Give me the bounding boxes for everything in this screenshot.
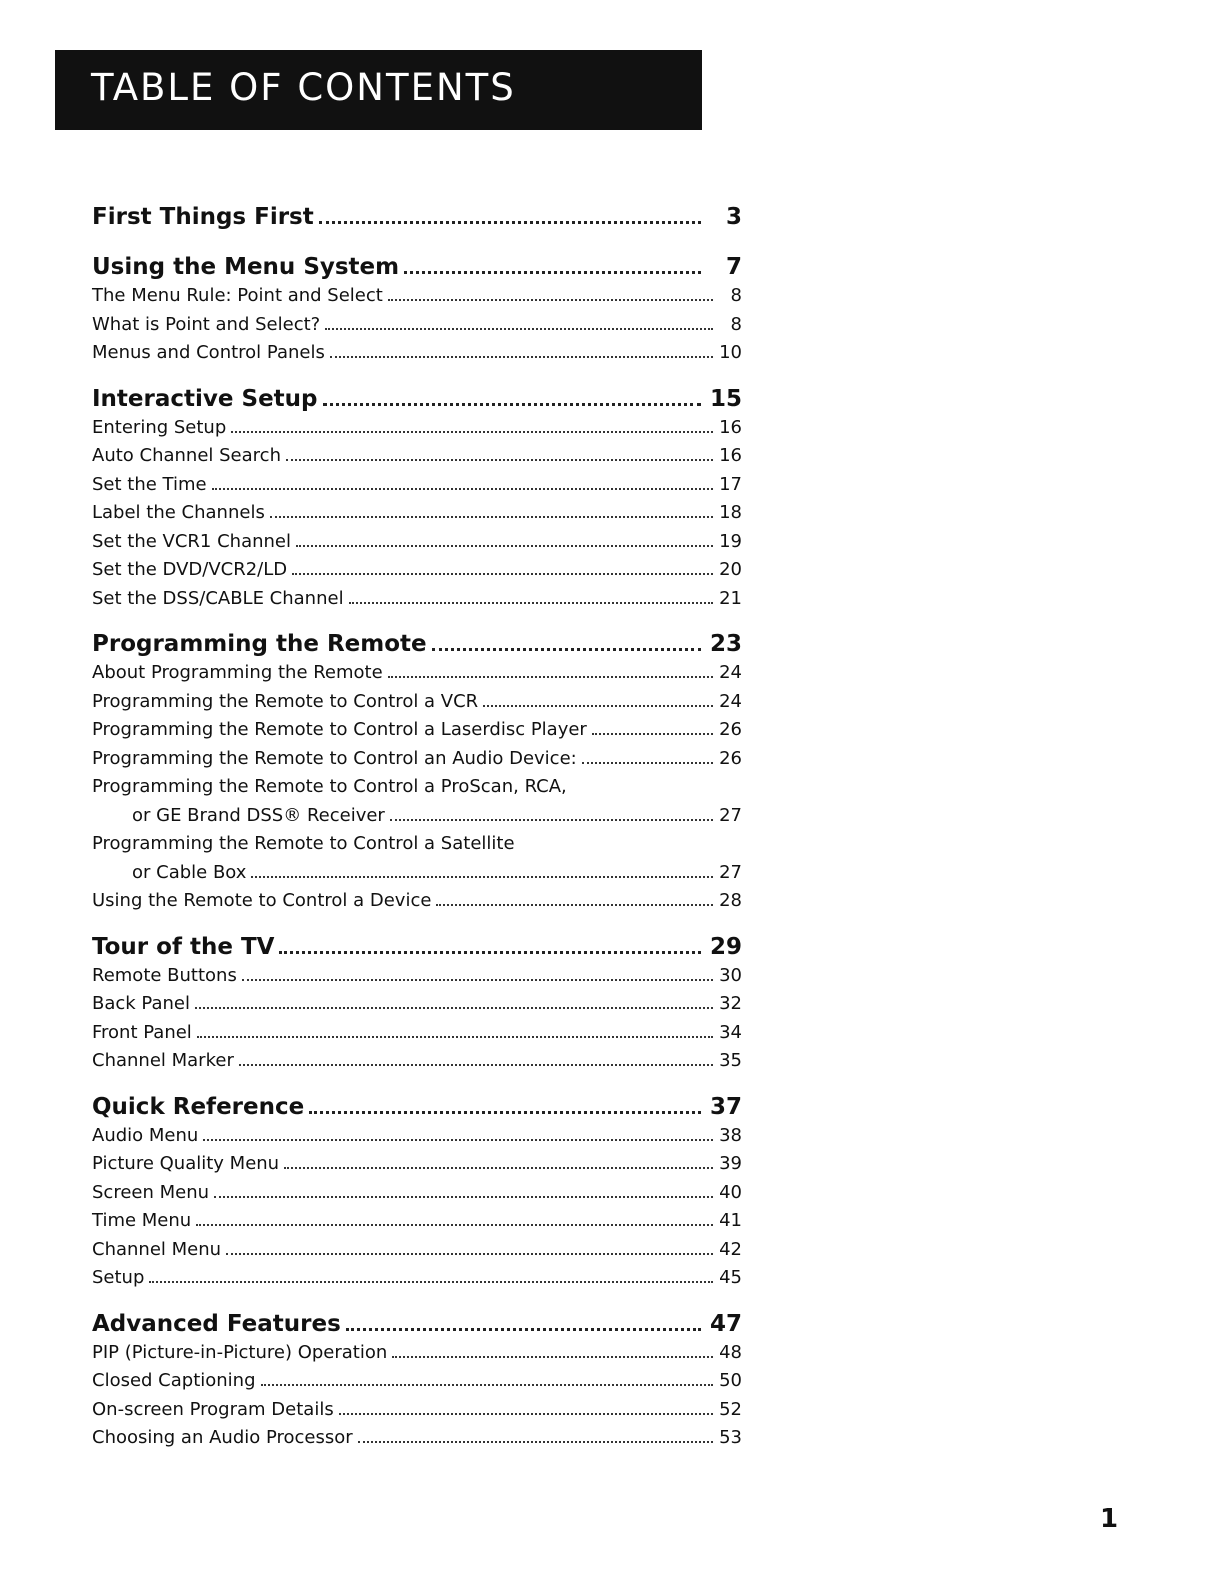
entry-label: On-screen Program Details — [92, 1398, 334, 1420]
toc-section — [92, 1086, 742, 1293]
dot-leader — [346, 1328, 701, 1331]
section-page-number: 23 — [709, 631, 742, 657]
entry-label: The Menu Rule: Point and Select — [92, 285, 383, 306]
entry-label: Set the DVD/VCR2/LD — [92, 559, 288, 580]
dot-leader — [388, 299, 713, 301]
dot-leader — [261, 1384, 713, 1386]
entry-page-number: 16 — [719, 416, 742, 438]
toc-entry — [92, 1424, 742, 1453]
toc-section — [92, 246, 742, 368]
toc-entry — [92, 659, 742, 688]
entry-label: Set the VCR1 Channel — [92, 530, 292, 552]
table-of-contents — [92, 196, 742, 1463]
entry-page-number: 10 — [719, 342, 742, 363]
toc-entry — [92, 962, 742, 991]
entry-label: Using the Remote to Control a Device — [92, 890, 432, 911]
toc-section-heading — [92, 378, 742, 414]
toc-section — [92, 196, 742, 232]
entry-page-number: 38 — [719, 1124, 742, 1146]
section-page-number: 7 — [725, 254, 742, 280]
entry-label: or Cable Box — [132, 861, 247, 883]
toc-section — [92, 623, 742, 916]
entry-page-number: 24 — [719, 662, 742, 683]
dot-leader — [592, 733, 713, 735]
entry-page-number: 18 — [719, 502, 742, 523]
entry-page-number: 26 — [719, 719, 742, 740]
entry-label: Screen Menu — [92, 1181, 210, 1203]
dot-leader — [226, 1253, 713, 1255]
entry-label: Programming the Remote to Control an Audio Device: — [92, 747, 577, 769]
toc-section — [92, 1303, 742, 1453]
toc-section-heading — [92, 623, 742, 659]
toc-entry-first-line: Programming the Remote to Control a Satellite — [92, 833, 515, 854]
entry-page-number: 34 — [719, 1021, 742, 1043]
toc-entry — [92, 1047, 742, 1076]
toc-section-heading — [92, 926, 742, 962]
toc-entry — [92, 1122, 742, 1151]
entry-page-number: 24 — [719, 690, 742, 712]
dot-leader — [330, 356, 713, 358]
section-title: Using the Menu System — [92, 254, 400, 280]
toc-entry — [92, 716, 742, 745]
entry-page-number: 21 — [719, 587, 742, 609]
entry-page-number: 16 — [719, 445, 742, 466]
section-title: Interactive Setup — [92, 385, 318, 412]
toc-section — [92, 378, 742, 614]
entry-label: Setup — [92, 1267, 145, 1288]
entry-label: Entering Setup — [92, 416, 227, 438]
page-number: 1 — [1100, 1504, 1119, 1534]
entry-label: Programming the Remote to Control a VCR — [92, 690, 479, 712]
entry-label: Remote Buttons — [92, 964, 237, 986]
dot-leader — [309, 1111, 701, 1114]
page-title: TABLE OF CONTENTS — [55, 50, 702, 130]
entry-label: Label the Channels — [92, 502, 265, 523]
toc-entry — [92, 688, 742, 717]
section-page-number: 37 — [709, 1093, 742, 1120]
section-page-number: 15 — [709, 385, 742, 412]
entry-label: or GE Brand DSS® Receiver — [132, 804, 385, 826]
entry-label: Picture Quality Menu — [92, 1153, 280, 1174]
toc-entry — [92, 990, 742, 1019]
dot-leader — [436, 904, 713, 906]
entry-page-number: 19 — [719, 530, 742, 552]
entry-label: Back Panel — [92, 993, 190, 1014]
entry-page-number: 42 — [719, 1238, 742, 1260]
toc-entry — [92, 414, 742, 443]
entry-page-number: 52 — [719, 1398, 742, 1420]
entry-label: Closed Captioning — [92, 1370, 256, 1391]
section-title: Programming the Remote — [92, 631, 427, 657]
dot-leader — [214, 1196, 713, 1198]
toc-entry — [92, 1019, 742, 1048]
section-title: Advanced Features — [92, 1310, 341, 1337]
section-page-number: 3 — [725, 204, 742, 230]
dot-leader — [292, 573, 713, 575]
dot-leader — [319, 221, 701, 224]
toc-section-heading — [92, 246, 742, 282]
dot-leader — [286, 459, 713, 461]
dot-leader — [197, 1036, 713, 1038]
dot-leader — [239, 1064, 713, 1066]
toc-entry — [92, 339, 742, 368]
toc-entry — [92, 471, 742, 500]
toc-entry — [92, 1150, 742, 1179]
entry-page-number: 35 — [719, 1050, 742, 1071]
toc-entry-first-line: Programming the Remote to Control a ProScan, RCA, — [92, 776, 567, 797]
dot-leader — [392, 1356, 713, 1358]
dot-leader — [390, 819, 713, 821]
section-page-number: 47 — [709, 1310, 742, 1337]
dot-leader — [339, 1413, 713, 1415]
entry-page-number: 39 — [719, 1153, 742, 1174]
entry-label: Set the DSS/CABLE Channel — [92, 587, 344, 609]
dot-leader — [284, 1167, 713, 1169]
toc-entry — [92, 585, 742, 614]
dot-leader — [483, 705, 713, 707]
toc-entry — [92, 1236, 742, 1265]
entry-label: Set the Time — [92, 473, 207, 495]
toc-entry — [92, 1396, 742, 1425]
toc-entry — [92, 802, 742, 831]
entry-label: Front Panel — [92, 1021, 192, 1043]
dot-leader — [231, 431, 713, 433]
entry-page-number: 27 — [719, 804, 742, 826]
toc-entry — [92, 1179, 742, 1208]
entry-label: Audio Menu — [92, 1124, 199, 1146]
toc-entry — [92, 282, 742, 311]
entry-page-number: 50 — [719, 1370, 742, 1391]
entry-label: Programming the Remote to Control a Laserdisc Player — [92, 719, 587, 740]
section-title: Tour of the TV — [92, 933, 275, 960]
section-title: First Things First — [92, 204, 314, 230]
entry-page-number: 8 — [730, 285, 742, 306]
entry-page-number: 26 — [719, 747, 742, 769]
dot-leader — [388, 676, 713, 678]
dot-leader — [149, 1281, 713, 1283]
entry-page-number: 53 — [719, 1427, 742, 1448]
dot-leader — [203, 1139, 713, 1141]
toc-entry — [92, 745, 742, 774]
toc-entry — [92, 1207, 742, 1236]
toc-entry — [92, 499, 742, 528]
entry-label: PIP (Picture-in-Picture) Operation — [92, 1341, 388, 1363]
toc-section-heading — [92, 1303, 742, 1339]
section-title: Quick Reference — [92, 1093, 305, 1120]
dot-leader — [349, 602, 713, 604]
toc-section-heading — [92, 196, 742, 232]
toc-entry — [92, 311, 742, 340]
section-page-number: 29 — [709, 933, 742, 960]
dot-leader — [279, 951, 701, 954]
entry-page-number: 40 — [719, 1181, 742, 1203]
dot-leader — [251, 876, 713, 878]
entry-page-number: 17 — [719, 473, 742, 495]
toc-entry — [92, 1367, 742, 1396]
entry-page-number: 20 — [719, 559, 742, 580]
entry-page-number: 8 — [730, 313, 742, 335]
entry-label: About Programming the Remote — [92, 662, 383, 683]
toc-section — [92, 926, 742, 1076]
entry-label: Time Menu — [92, 1210, 192, 1231]
dot-leader — [323, 403, 702, 406]
entry-page-number: 27 — [719, 861, 742, 883]
entry-page-number: 28 — [719, 890, 742, 911]
dot-leader — [358, 1441, 713, 1443]
dot-leader — [195, 1007, 713, 1009]
entry-label: Channel Menu — [92, 1238, 222, 1260]
dot-leader — [582, 762, 713, 764]
entry-page-number: 32 — [719, 993, 742, 1014]
entry-label: Menus and Control Panels — [92, 342, 325, 363]
entry-label: What is Point and Select? — [92, 313, 321, 335]
dot-leader — [432, 648, 701, 651]
dot-leader — [296, 545, 713, 547]
toc-entry — [92, 528, 742, 557]
toc-entry — [92, 442, 742, 471]
toc-entry — [92, 1339, 742, 1368]
entry-page-number: 30 — [719, 964, 742, 986]
toc-section-heading — [92, 1086, 742, 1122]
toc-entry — [92, 887, 742, 916]
entry-page-number: 48 — [719, 1341, 742, 1363]
dot-leader — [404, 271, 701, 274]
entry-page-number: 45 — [719, 1267, 742, 1288]
entry-label: Choosing an Audio Processor — [92, 1427, 353, 1448]
dot-leader — [325, 328, 713, 330]
dot-leader — [242, 979, 713, 981]
dot-leader — [270, 516, 713, 518]
toc-entry — [92, 859, 742, 888]
entry-label: Channel Marker — [92, 1050, 234, 1071]
toc-entry — [92, 556, 742, 585]
entry-page-number: 41 — [719, 1210, 742, 1231]
entry-label: Auto Channel Search — [92, 445, 281, 466]
dot-leader — [196, 1224, 713, 1226]
dot-leader — [212, 488, 713, 490]
toc-entry — [92, 1264, 742, 1293]
